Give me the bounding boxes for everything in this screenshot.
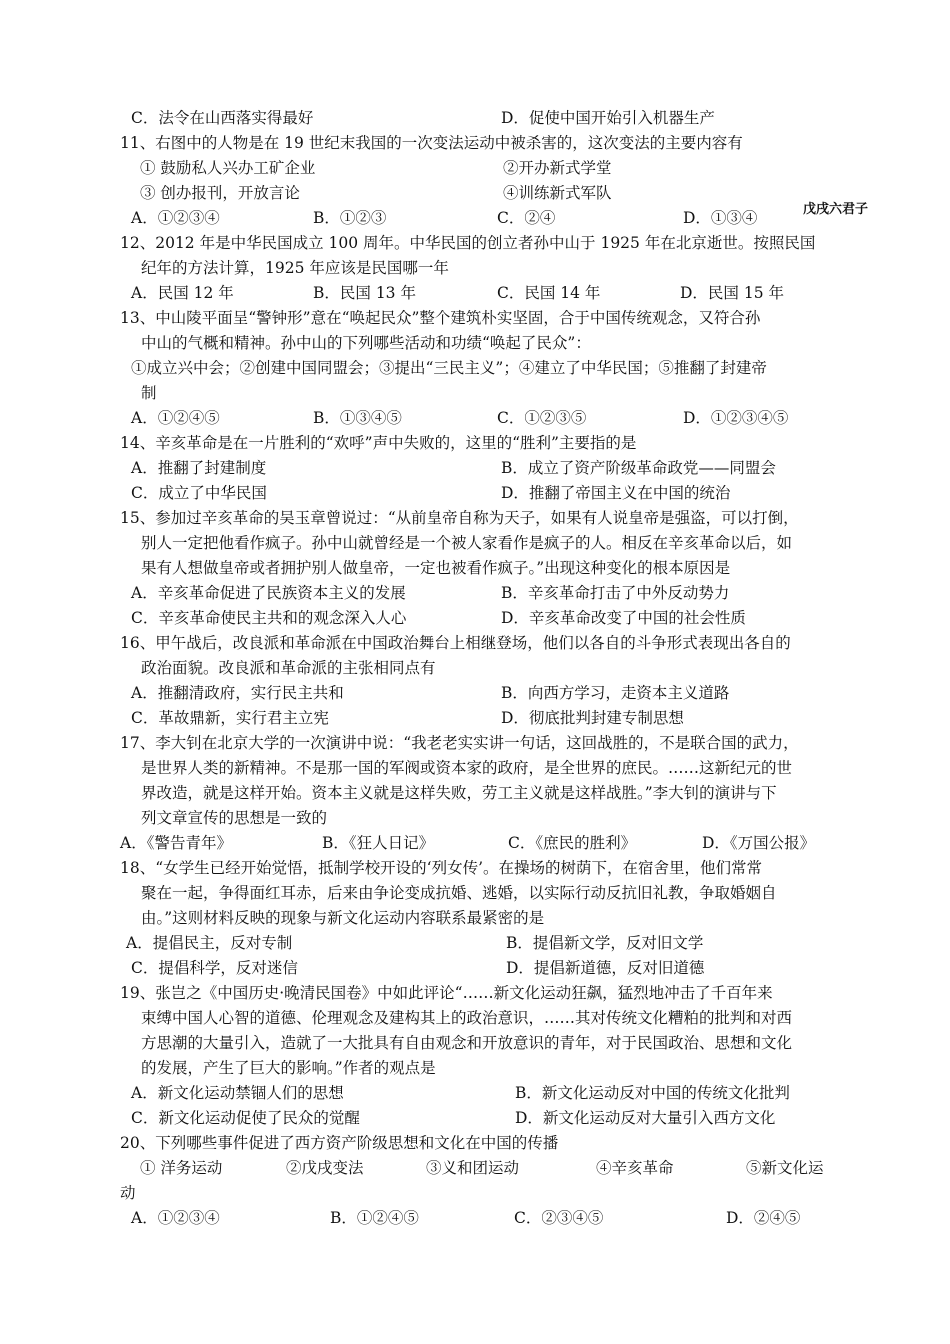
- text-line: D．①③④: [683, 209, 758, 227]
- text-line: 16、甲午战后，改良派和革命派在中国政治舞台上相继登场，他们以各自的斗争形式表现出各自的: [120, 634, 791, 652]
- text-line: 束缚中国人心智的道德、伦理观念及建构其上的政治意识，……其对传统文化糟粕的批判和对西: [141, 1009, 793, 1027]
- text-line: A．《警告青年》: [120, 834, 232, 852]
- text-line: ④辛亥革命: [596, 1159, 674, 1177]
- text-line: C．②③④⑤: [514, 1209, 604, 1227]
- text-line: 15、参加过辛亥革命的吴玉章曾说过：“从前皇帝自称为天子，如果有人说皇帝是强盗，可以打倒，: [120, 509, 799, 527]
- text-line: B．①②④⑤: [330, 1209, 419, 1227]
- text-line: 19、张岂之《中国历史·晚清民国卷》中如此评论“……新文化运动狂飙，猛烈地冲击了千百年来: [120, 984, 773, 1002]
- text-line: A．辛亥革命促进了民族资本主义的发展: [131, 584, 406, 602]
- text-line: D．《万国公报》: [702, 834, 816, 852]
- text-line: D．辛亥革命改变了中国的社会性质: [501, 609, 746, 627]
- text-line: ④训练新式军队: [503, 184, 612, 202]
- text-line: 方思潮的大量引入，造就了一大批具有自由观念和开放意识的青年，对于民国政治、思想和文化: [141, 1034, 793, 1052]
- text-line: A．①②③④: [131, 1209, 220, 1227]
- text-line: D．新文化运动反对大量引入西方文化: [515, 1109, 776, 1127]
- text-line: 17、李大钊在北京大学的一次演讲中说：“我老老实实讲一句话，这回战胜的，不是联合国的武力，: [120, 734, 799, 752]
- text-line: A．推翻了封建制度: [131, 459, 267, 477]
- text-line: ① 洋务运动: [140, 1159, 223, 1177]
- text-line: C．②④: [497, 209, 556, 227]
- text-line: 动: [120, 1184, 136, 1202]
- text-line: ⑤新文化运: [746, 1159, 824, 1177]
- text-line: B．民国 13 年: [313, 284, 416, 302]
- text-line: C．新文化运动促使了民众的觉醒: [131, 1109, 360, 1127]
- text-line: 是世界人类的新精神。不是那一国的军阀或资本家的政府，是全世界的庶民。……这新纪元的世: [141, 759, 793, 777]
- text-line: B．向西方学习，走资本主义道路: [501, 684, 730, 702]
- text-line: C．提倡科学，反对迷信: [131, 959, 298, 977]
- text-line: A．民国 12 年: [131, 284, 234, 302]
- text-line: 13、中山陵平面呈“警钟形”意在“唤起民众”整个建筑朴实坚固，合于中国传统观念，又符合孙: [120, 309, 761, 327]
- text-line: 界改造，就是这样开始。资本主义就是这样失败，劳工主义就是这样战胜。”李大钊的演讲与下: [141, 784, 777, 802]
- text-line: D．①②③④⑤: [683, 409, 789, 427]
- text-line: ③义和团运动: [426, 1159, 520, 1177]
- text-line: ②戊戌变法: [286, 1159, 364, 1177]
- text-line: 的发展，产生了巨大的影响。”作者的观点是: [141, 1059, 436, 1077]
- text-line: A．①②③④: [131, 209, 220, 227]
- text-line: B．①②③: [313, 209, 387, 227]
- text-line: C．革故鼎新，实行君主立宪: [131, 709, 329, 727]
- text-line: B．辛亥革命打击了中外反动势力: [501, 584, 730, 602]
- text-line: D．②④⑤: [726, 1209, 801, 1227]
- text-line: C．①②③⑤: [497, 409, 587, 427]
- text-line: B．成立了资产阶级革命政党——同盟会: [501, 459, 776, 477]
- text-line: B．①③④⑤: [313, 409, 402, 427]
- text-line: B．新文化运动反对中国的传统文化批判: [515, 1084, 790, 1102]
- figure-caption: 戊戌六君子: [803, 202, 869, 217]
- text-line: 制: [141, 384, 157, 402]
- text-line: B．提倡新文学，反对旧文学: [506, 934, 704, 952]
- text-line: 聚在一起，争得面红耳赤，后来由争论变成抗婚、逃婚，以实际行动反抗旧礼教，争取婚姻自: [141, 884, 777, 902]
- text-line: C．《庶民的胜利》: [508, 834, 637, 852]
- text-line: 由。”这则材料反映的现象与新文化运动内容联系最紧密的是: [141, 909, 545, 927]
- text-line: 果有人想做皇帝或者拥护别人做皇帝，一定也被看作疯子。”出现这种变化的根本原因是: [141, 559, 731, 577]
- text-line: B．《狂人日记》: [322, 834, 435, 852]
- text-line: D．提倡新道德，反对旧道德: [506, 959, 705, 977]
- text-line: D．民国 15 年: [680, 284, 785, 302]
- text-line: 纪年的方法计算，1925 年应该是民国哪一年: [141, 259, 449, 277]
- text-line: 别人一定把他看作疯子。孙中山就曾经是一个被人家看作是疯子的人。相反在辛亥革命以后，如: [141, 534, 793, 552]
- text-line: A．推翻清政府，实行民主共和: [131, 684, 344, 702]
- text-line: A．提倡民主，反对专制: [126, 934, 293, 952]
- text-line: C．民国 14 年: [497, 284, 601, 302]
- text-line: A．①②④⑤: [131, 409, 220, 427]
- text-line: 11、右图中的人物是在 19 世纪末我国的一次变法运动中被杀害的，这次变法的主要内容有: [120, 134, 743, 152]
- text-line: 20、下列哪些事件促进了西方资产阶级思想和文化在中国的传播: [120, 1134, 559, 1152]
- text-line: 18、“女学生已经开始觉悟，抵制学校开设的‘列女传’。在操场的树荫下，在宿舍里，他们常常: [120, 859, 763, 877]
- text-line: ②开办新式学堂: [503, 159, 612, 177]
- text-line: 中山的气概和精神。孙中山的下列哪些活动和功绩“唤起了民众”：: [141, 334, 591, 352]
- text-line: 列文章宣传的思想是一致的: [141, 809, 328, 827]
- text-line: C．法令在山西落实得最好: [131, 109, 314, 127]
- text-line: C．辛亥革命使民主共和的观念深入人心: [131, 609, 407, 627]
- text-line: ③ 创办报刊，开放言论: [140, 184, 300, 202]
- text-line: D．推翻了帝国主义在中国的统治: [501, 484, 731, 502]
- text-line: C．成立了中华民国: [131, 484, 267, 502]
- text-line: ①成立兴中会；②创建中国同盟会；③提出“三民主义”；④建立了中华民国；⑤推翻了封建帝: [131, 359, 767, 377]
- text-line: D．彻底批判封建专制思想: [501, 709, 684, 727]
- text-line: A．新文化运动禁锢人们的思想: [131, 1084, 344, 1102]
- text-line: 12、2012 年是中华民国成立 100 周年。中华民国的创立者孙中山于 1925 年在北京逝世。按照民国: [120, 234, 816, 252]
- text-line: 14、辛亥革命是在一片胜利的“欢呼”声中失败的，这里的“胜利”主要指的是: [120, 434, 637, 452]
- text-line: D．促使中国开始引入机器生产: [501, 109, 715, 127]
- text-line: ① 鼓励私人兴办工矿企业: [140, 159, 316, 177]
- text-line: 政治面貌。改良派和革命派的主张相同点有: [141, 659, 436, 677]
